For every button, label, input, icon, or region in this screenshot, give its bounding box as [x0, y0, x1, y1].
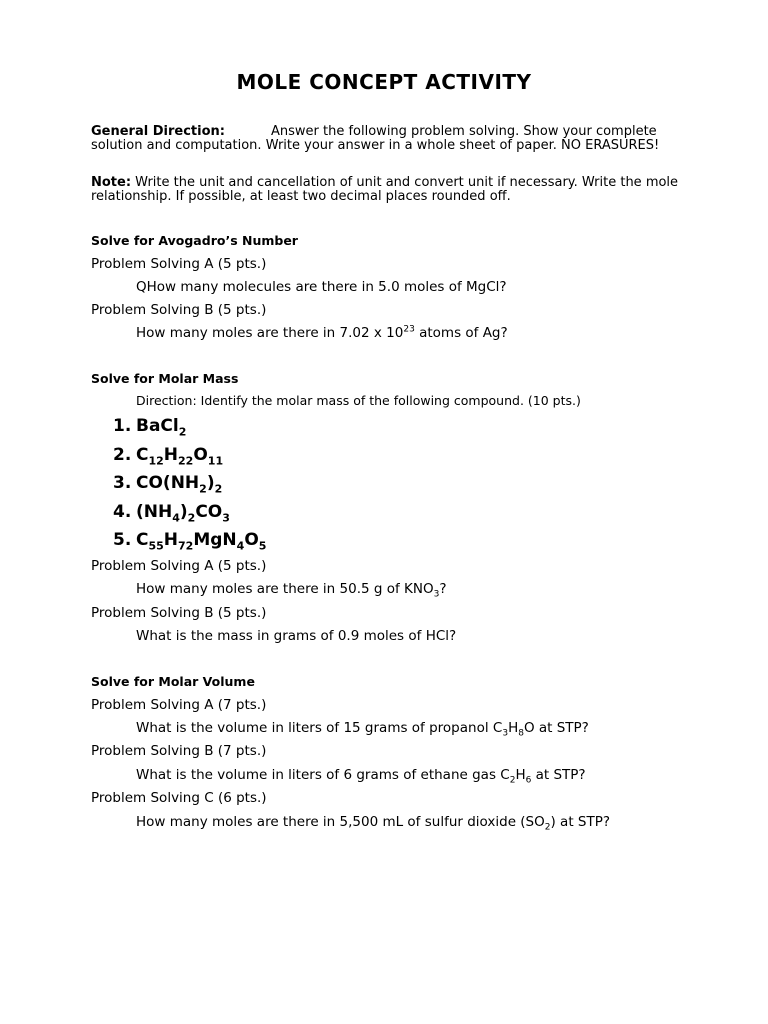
molar-mass-direction: Direction: Identify the molar mass of the following compound. (10 pts.): [136, 393, 581, 408]
formula-text: BaCl: [136, 416, 179, 436]
formula-text: ): [206, 473, 215, 493]
avogadro-ps-a-question: QHow many molecules are there in 5.0 moles of MgCl?: [136, 279, 507, 295]
section-heading-avogadro: Solve for Avogadro’s Number: [91, 233, 298, 248]
formula-text: CO: [195, 501, 223, 522]
formula-text: C: [136, 444, 149, 465]
formula-subscript: 2: [214, 482, 223, 496]
exponent: 23: [403, 324, 415, 335]
compound-item: [113, 473, 223, 496]
note-paragraph: [91, 176, 691, 204]
formula-subscript: 11: [207, 453, 224, 467]
section-heading-molar-volume: Solve for Molar Volume: [91, 674, 255, 689]
question-text: H: [508, 720, 519, 736]
question-text: What is the volume in liters of 15 grams of propanol C: [136, 720, 503, 736]
molar-mass-ps-a-label: Problem Solving A (5 pts.): [91, 558, 267, 574]
formula-subscript: 5: [258, 539, 267, 553]
molar-volume-ps-c-label: Problem Solving C (6 pts.): [91, 790, 267, 806]
molar-volume-ps-a-question: [136, 720, 589, 739]
subscript: 2: [544, 822, 551, 833]
formula-text: O: [244, 530, 259, 550]
general-direction-label: General Direction:: [91, 124, 225, 139]
formula-text: ): [179, 501, 188, 522]
list-number: 1.: [113, 416, 132, 436]
compound-item: [113, 530, 267, 553]
formula-subscript: 4: [172, 510, 180, 524]
formula-text: O: [193, 444, 208, 465]
avogadro-ps-b-question: [136, 325, 508, 341]
question-text: O at STP?: [523, 720, 589, 736]
question-text: ?: [439, 581, 447, 597]
general-direction: [91, 125, 691, 153]
avogadro-ps-b-label: Problem Solving B (5 pts.): [91, 302, 267, 318]
molar-volume-ps-b-label: Problem Solving B (7 pts.): [91, 743, 267, 759]
list-number: 4.: [113, 501, 132, 522]
question-text: ) at STP?: [550, 814, 611, 830]
question-text: atoms of Ag?: [414, 325, 508, 341]
compound-item: [113, 445, 223, 465]
formula-subscript: 12: [148, 453, 164, 467]
formula-subscript: 3: [222, 510, 230, 524]
formula-subscript: 22: [178, 453, 194, 467]
page-title: MOLE CONCEPT ACTIVITY: [236, 70, 532, 94]
molar-volume-ps-c-question: [136, 814, 611, 833]
formula-subscript: 2: [199, 482, 207, 496]
compound-item: [113, 416, 187, 439]
formula-subscript: 72: [178, 539, 194, 553]
general-direction-text: Answer the following problem solving. Show your complete solution and computation. Write your answer in a whole sheet of paper. NO ERASURES!: [91, 124, 660, 153]
question-text: How many moles are there in 50.5 g of KNO: [136, 581, 434, 597]
question-text: How many moles are there in 5,500 mL of sulfur dioxide (SO: [136, 814, 545, 830]
subscript: 2: [509, 775, 516, 786]
formula-subscript: 2: [187, 510, 196, 524]
compound-item: [113, 502, 230, 522]
question-text: How many moles are there in 7.02 x 10: [136, 325, 404, 341]
formula-text: H: [163, 444, 179, 465]
list-number: 2.: [113, 444, 132, 465]
note-text: Write the unit and cancellation of unit and convert unit if necessary. Write the mole relationship. If possible, at least two decimal places rounded off.: [91, 175, 679, 204]
formula-text: MgN: [193, 530, 237, 550]
section-heading-molar-mass: Solve for Molar Mass: [91, 371, 239, 386]
molar-mass-ps-a-question: [136, 581, 447, 600]
avogadro-ps-a-label: Problem Solving A (5 pts.): [91, 256, 267, 272]
formula-text: H: [163, 530, 179, 550]
formula-text: (NH: [136, 501, 173, 522]
molar-volume-ps-b-question: [136, 767, 586, 786]
molar-volume-ps-a-label: Problem Solving A (7 pts.): [91, 697, 267, 713]
formula-text: CO(NH: [136, 473, 200, 493]
molar-mass-ps-b-label: Problem Solving B (5 pts.): [91, 605, 267, 621]
subscript: 8: [518, 728, 524, 739]
note-label: Note:: [91, 175, 132, 190]
subscript: 6: [525, 775, 532, 786]
subscript: 3: [502, 728, 509, 739]
formula-subscript: 55: [148, 539, 164, 553]
formula-subscript: 2: [178, 425, 187, 439]
molar-mass-ps-b-question: What is the mass in grams of 0.9 moles of HCl?: [136, 628, 457, 644]
list-number: 5.: [113, 530, 132, 550]
question-text: What is the volume in liters of 6 grams of ethane gas C: [136, 767, 510, 783]
question-text: H: [515, 767, 526, 783]
question-text: at STP?: [531, 767, 586, 783]
formula-subscript: 4: [236, 539, 245, 553]
formula-text: C: [136, 530, 149, 550]
subscript: 3: [433, 589, 440, 600]
list-number: 3.: [113, 473, 132, 493]
